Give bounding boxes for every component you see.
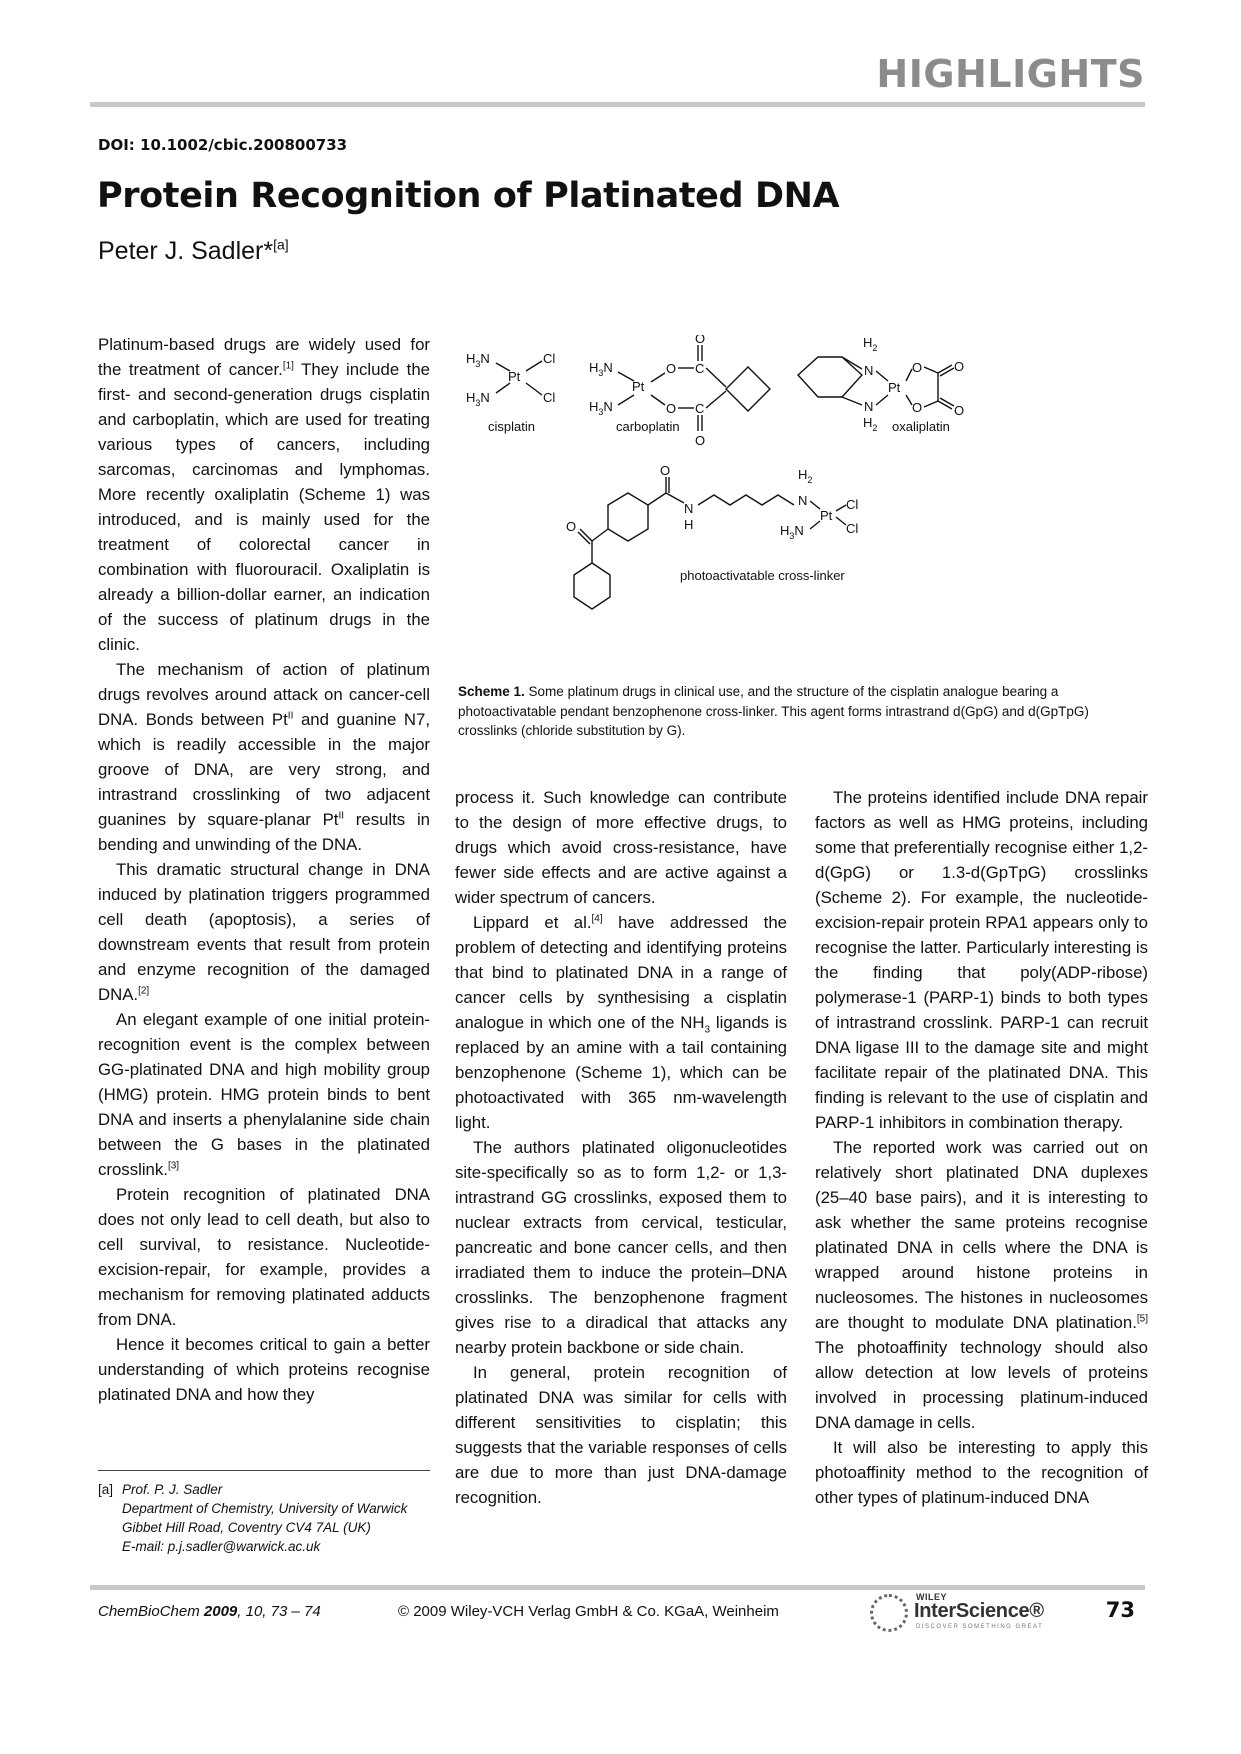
- citation: [3]: [167, 1160, 180, 1172]
- svg-text:O: O: [566, 519, 577, 534]
- affiliation-footnote: [98, 1480, 438, 1556]
- oxaliplatin-label: oxaliplatin: [892, 419, 950, 434]
- body-column-1: [98, 332, 430, 1407]
- paragraph: In general, protein recognition of platinated DNA was similar for cells with different sensitivities to cisplatin; this suggests that the variable responses of cells are due to more than just DNA-damage recognition.: [455, 1363, 787, 1507]
- svg-text:H2: $H_2$: [863, 415, 878, 433]
- svg-text:Pt: Pt: [632, 379, 645, 394]
- footnote-line: Prof. P. J. Sadler: [122, 1482, 223, 1497]
- paragraph: Lippard et al.[4] have addressed the problem of detecting and identifying proteins that bind to platinated DNA in a range of cancer cells by synthesising a cisplatin analogue in which one of the $NH_3$ ligands is replaced by an amine with a tail containing benzophenone (Scheme 1), which can be photoactivated with 365 nm-wavelength light.: [455, 913, 787, 1132]
- interscience-logo: WILEY InterScience® DISCOVER SOMETHING GREAT: [870, 1592, 1050, 1634]
- article-title: Protein Recognition of Platinated DNA: [97, 176, 840, 216]
- svg-text:N: N: [864, 399, 874, 414]
- carboplatin-structure: [589, 335, 770, 448]
- author-affiliation-mark: [a]: [273, 236, 289, 253]
- svg-text:Cl: Cl: [846, 497, 859, 512]
- scheme-caption: Scheme 1. Some platinum drugs in clinical use, and the structure of the cisplatin analogue bearing a photoactivatable pendant benzophenone cross-linker. This agent forms intrastrand d(GpG) and d(GpTpG) crosslinks (chloride substitution by G).: [458, 684, 1089, 738]
- footnote-rule: [98, 1470, 430, 1471]
- svg-text:Cl: Cl: [846, 521, 859, 536]
- svg-text:O: O: [912, 360, 923, 375]
- paragraph: It will also be interesting to apply this photoaffinity method to the recognition of other types of platinum-induced DNA: [815, 1438, 1148, 1507]
- svg-text:N: N: [864, 363, 874, 378]
- footnote-line: Department of Chemistry, University of Warwick: [122, 1501, 408, 1516]
- svg-text:O: O: [695, 433, 706, 448]
- footnote-tag: [a]: [98, 1482, 114, 1497]
- svg-text:H3N: $H_3N$: [780, 523, 804, 541]
- svg-text:H2: $H_2$: [863, 335, 878, 353]
- citation: [1]: [282, 360, 294, 372]
- svg-text:C: C: [695, 401, 705, 416]
- copyright: © 2009 Wiley-VCH Verlag GmbH & Co. KGaA, Weinheim: [398, 1603, 779, 1620]
- paragraph: The reported work was carried out on relatively short platinated DNA duplexes (25–40 base pairs), and it is interesting to ask whether the same proteins recognise platinated DNA in cells where the DNA is wrapped around histone proteins in nucleosomes. The histones in nucleosomes are thought to modulate DNA platination.[5] The photoaffinity technology should also allow detection at low levels of proteins involved in processing platinum-induced DNA damage in cells.: [815, 1138, 1148, 1432]
- svg-text:H3N: $H_3N$: [466, 390, 490, 408]
- journal-reference: ChemBioChem 2009, 10, 73 – 74: [98, 1603, 321, 1620]
- crosslinker-label: photoactivatable cross-linker: [680, 568, 845, 583]
- svg-text:H3N: $H_3N$: [589, 399, 613, 417]
- citation: [4]: [591, 913, 603, 925]
- paragraph: The mechanism of action of platinum drugs revolves around attack on cancer-cell DNA. Bonds between $Pt^{II}$ and guanine N7, which is readily accessible in the major groove of DNA, are very strong, and intrastrand crosslinking of two adjacent guanines by square-planar $Pt^{II}$ results in bending and unwinding of the DNA.: [98, 660, 431, 854]
- author-line: [98, 237, 289, 266]
- svg-text:O: O: [695, 335, 706, 346]
- carboplatin-label: carboplatin: [616, 419, 680, 434]
- author-name: Peter J. Sadler*: [98, 237, 274, 265]
- svg-text:O: O: [666, 401, 677, 416]
- paragraph: Platinum-based drugs are widely used for the treatment of cancer.[1] They include the first- and second-generation drugs cisplatin and carboplatin, which are used for treating various types of cancers, including sarcomas, carcinomas and lymphomas. More recently oxaliplatin (Scheme 1) was introduced, and is mainly used for the treatment of colorectal cancer in combination with fluorouracil. Oxaliplatin is already a billion-dollar earner, an indication of the success of platinum drugs in the clinic.: [98, 335, 430, 654]
- svg-text:Cl: Cl: [543, 351, 556, 366]
- cisplatin-structure: [466, 351, 555, 434]
- svg-text:H3N: $H_3N$: [589, 360, 613, 378]
- svg-text:H2: $H_2$: [798, 467, 813, 485]
- paragraph: The proteins identified include DNA repair factors as well as HMG proteins, including some that preferentially recognise either 1,2-d(GpG) or 1.3-d(GpTpG) crosslinks (Scheme 2). For example, the nucleotide-excision-repair protein RPA1 appears only to recognise the latter. Particularly interesting is the finding that poly(ADP-ribose) polymerase-1 (PARP-1) binds to both types of intrastrand crosslink. PARP-1 can recruit DNA ligase III to the damage site and might facilitate repair of the platinated DNA. This finding is relevant to the use of cisplatin and PARP-1 inhibitors in combination therapy.: [815, 788, 1148, 1132]
- footnote-line: Gibbet Hill Road, Coventry CV4 7AL (UK): [122, 1520, 371, 1535]
- citation: [5]: [1136, 1313, 1148, 1325]
- svg-text:Pt: Pt: [888, 380, 901, 395]
- svg-text:O: O: [954, 403, 965, 418]
- page-number: 73: [1105, 1598, 1135, 1622]
- footnote-email: E-mail: p.j.sadler@warwick.ac.uk: [122, 1539, 321, 1554]
- svg-text:N: N: [684, 501, 694, 516]
- section-heading: HIGHLIGHTS: [876, 52, 1145, 96]
- svg-text:O: O: [912, 400, 923, 415]
- paragraph: The authors platinated oligonucleotides site-specifically so as to form 1,2- or 1,3-intrastrand GG crosslinks, exposed them to nuclear extracts from cervical, testicular, pancreatic and bone cancer cells, and then irradiated them to induce the protein–DNA crosslinks. The benzophenone fragment gives rise to a diradical that attacks any nearby protein backbone or side chain.: [455, 1138, 787, 1357]
- body-column-3: [815, 785, 1148, 1510]
- body-column-2: [455, 785, 787, 1510]
- citation: [2]: [138, 985, 150, 997]
- paragraph: Hence it becomes critical to gain a better understanding of which proteins recognise platinated DNA and how they: [98, 1335, 430, 1404]
- paragraph: Protein recognition of platinated DNA does not only lead to cell death, but also to cell survival, to resistance. Nucleotide-excision-repair, for example, provides a mechanism for removing platinated adducts from DNA.: [98, 1185, 430, 1329]
- svg-text:O: O: [666, 361, 677, 376]
- svg-text:H: H: [684, 517, 694, 532]
- svg-text:C: C: [695, 361, 705, 376]
- paragraph: An elegant example of one initial protein-recognition event is the complex between GG-platinated DNA and high mobility group (HMG) protein. HMG protein binds to bent DNA and inserts a phenylalanine side chain between the G bases in the platinated crosslink.[3]: [98, 1010, 430, 1179]
- logo-globe-icon: [870, 1594, 908, 1632]
- svg-text:Pt: Pt: [820, 508, 833, 523]
- svg-text:N: N: [798, 493, 808, 508]
- doi: DOI: 10.1002/cbic.200800733: [98, 136, 348, 154]
- svg-text:O: O: [954, 359, 965, 374]
- svg-text:Pt: Pt: [508, 369, 521, 384]
- scheme-1-figure: [458, 335, 1148, 665]
- svg-text:H3N: $H_3N$: [466, 351, 490, 369]
- bottom-rule: [90, 1585, 1145, 1590]
- paragraph: This dramatic structural change in DNA induced by platination triggers programmed cell death (apoptosis), a series of downstream events that result from protein and enzyme recognition of the damaged DNA.[2]: [98, 860, 430, 1004]
- oxaliplatin-structure: [798, 335, 964, 434]
- crosslinker-structure: [566, 463, 858, 609]
- svg-text:Cl: Cl: [543, 390, 556, 405]
- cisplatin-label: cisplatin: [488, 419, 535, 434]
- top-rule: [90, 102, 1145, 107]
- paragraph: process it. Such knowledge can contribute to the design of more effective drugs, to drugs which avoid cross-resistance, have fewer side effects and are active against a wider spectrum of cancers.: [455, 788, 787, 907]
- svg-text:O: O: [660, 463, 671, 478]
